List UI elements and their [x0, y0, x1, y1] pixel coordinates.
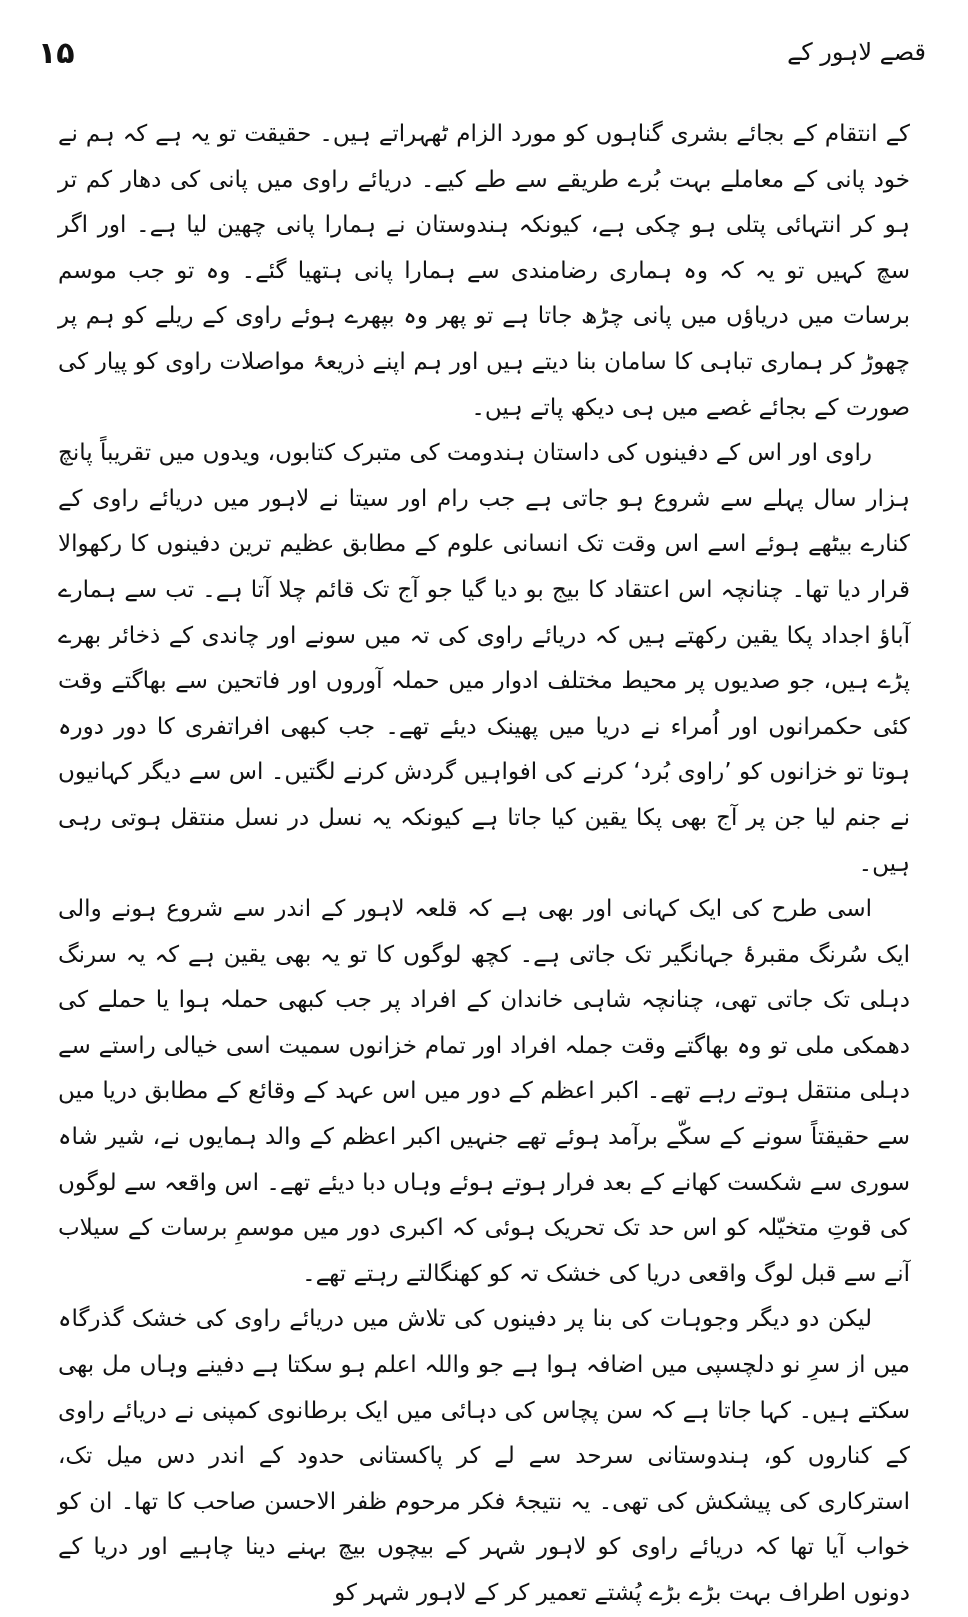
- page-number: ۱۵: [38, 36, 75, 71]
- page-header: [38, 36, 930, 76]
- paragraph: راوی اور اس کے دفینوں کی داستان ہندومت کی متبرک کتابوں، ویدوں میں تقریباً پانچ ہزار سال پہلے سے شروع ہو جاتی ہے جب رام اور سیتا نے لاہور میں دریائے راوی کے کنارے بیٹھے ہوئے اسے اس وقت تک انسانی علوم کے مطابق عظیم ترین دفینوں کا رکھوالا قرار دیا تھا۔ چنانچہ اس اعتقاد کا بیج بو دیا گیا جو آج تک قائم چلا آتا ہے۔ تب سے ہمارے آباؤ اجداد پکا یقین رکھتے ہیں کہ دریائے راوی کی تہ میں سونے اور چاندی کے ذخائر بھرے پڑے ہیں، جو صدیوں پر محیط مختلف ادوار میں حملہ آوروں اور فاتحین سے بھاگتے وقت کئی حکمرانوں اور اُمراء نے دریا میں پھینک دیئے تھے۔ جب کبھی افراتفری کا دور دورہ ہوتا تو خزانوں کو ’راوی بُرد‘ کرنے کی افواہیں گردش کرنے لگتیں۔ اس سے دیگر کہانیوں نے جنم لیا جن پر آج بھی پکا یقین کیا جاتا ہے کیونکہ یہ نسل در نسل منتقل ہوتی رہی ہیں۔: [58, 440, 910, 877]
- body-text: [58, 112, 910, 1617]
- running-title: قصے لاہور کے: [787, 38, 926, 66]
- paragraph: اسی طرح کی ایک کہانی اور بھی ہے کہ قلعہ لاہور کے اندر سے شروع ہونے والی ایک سُرنگ مقبرۂ جہانگیر تک جاتی ہے۔ کچھ لوگوں کا تو یہ بھی یقین ہے کہ یہ سرنگ دہلی تک جاتی تھی، چنانچہ شاہی خاندان کے افراد پر جب کبھی حملہ ہوا یا حملے کی دھمکی ملی تو وہ بھاگتے وقت جملہ افراد اور تمام خزانوں سمیت اسی خیالی راستے سے دہلی منتقل ہوتے رہے تھے۔ اکبر اعظم کے دور میں اس عہد کے وقائع کے مطابق دریا میں سے حقیقتاً سونے کے سکّے برآمد ہوئے تھے جنہیں اکبر اعظم کے والد ہمایوں نے، شیر شاہ سوری سے شکست کھانے کے بعد فرار ہوتے ہوئے وہاں دبا دیئے تھے۔ اس واقعہ سے لوگوں کی قوتِ متخیّلہ کو اس حد تک تحریک ہوئی کہ اکبری دور میں موسمِ برسات کے سیلاب آنے سے قبل لوگ واقعی دریا کی خشک تہ کو کھنگالتے رہتے تھے۔: [58, 896, 910, 1287]
- paragraph: کے انتقام کے بجائے بشری گناہوں کو مورد الزام ٹھہراتے ہیں۔ حقیقت تو یہ ہے کہ ہم نے خود پانی کے معاملے بہت بُرے طریقے سے طے کیے۔ دریائے راوی میں پانی کی دھار کم تر ہو کر انتہائی پتلی ہو چکی ہے، کیونکہ ہندوستان نے ہمارا پانی چھین لیا ہے۔ اور اگر سچ کہیں تو یہ کہ وہ ہماری رضامندی سے ہمارا پانی ہتھیا گئے۔ وہ تو جب موسم برسات میں دریاؤں میں پانی چڑھ جاتا ہے تو پھر وہ بپھرے ہوئے راوی کے ریلے کو ہم پر چھوڑ کر ہماری تباہی کا سامان بنا دیتے ہیں اور ہم اپنے ذریعۂ مواصلات راوی کو پیار کی صورت کے بجائے غصے میں ہی دیکھ پاتے ہیں۔: [58, 121, 910, 421]
- paragraph: لیکن دو دیگر وجوہات کی بنا پر دفینوں کی تلاش میں دریائے راوی کی خشک گذرگاہ میں از سرِ نو دلچسپی میں اضافہ ہوا ہے جو واللہ اعلم ہو سکتا ہے دفینے وہاں مل بھی سکتے ہیں۔ کہا جاتا ہے کہ سن پچاس کی دہائی میں ایک برطانوی کمپنی نے دریائے راوی کے کناروں کو، ہندوستانی سرحد سے لے کر پاکستانی حدود کے اندر دس میل تک، استرکاری کی پیشکش کی تھی۔ یہ نتیجۂ فکر مرحوم ظفر الاحسن صاحب کا تھا۔ ان کو خواب آیا تھا کہ دریائے راوی کو لاہور شہر کے بیچوں بیچ بہنے دینا چاہیے اور دریا کے دونوں اطراف بہت بڑے بڑے پُشتے تعمیر کر کے لاہور شہر کو: [58, 1306, 910, 1606]
